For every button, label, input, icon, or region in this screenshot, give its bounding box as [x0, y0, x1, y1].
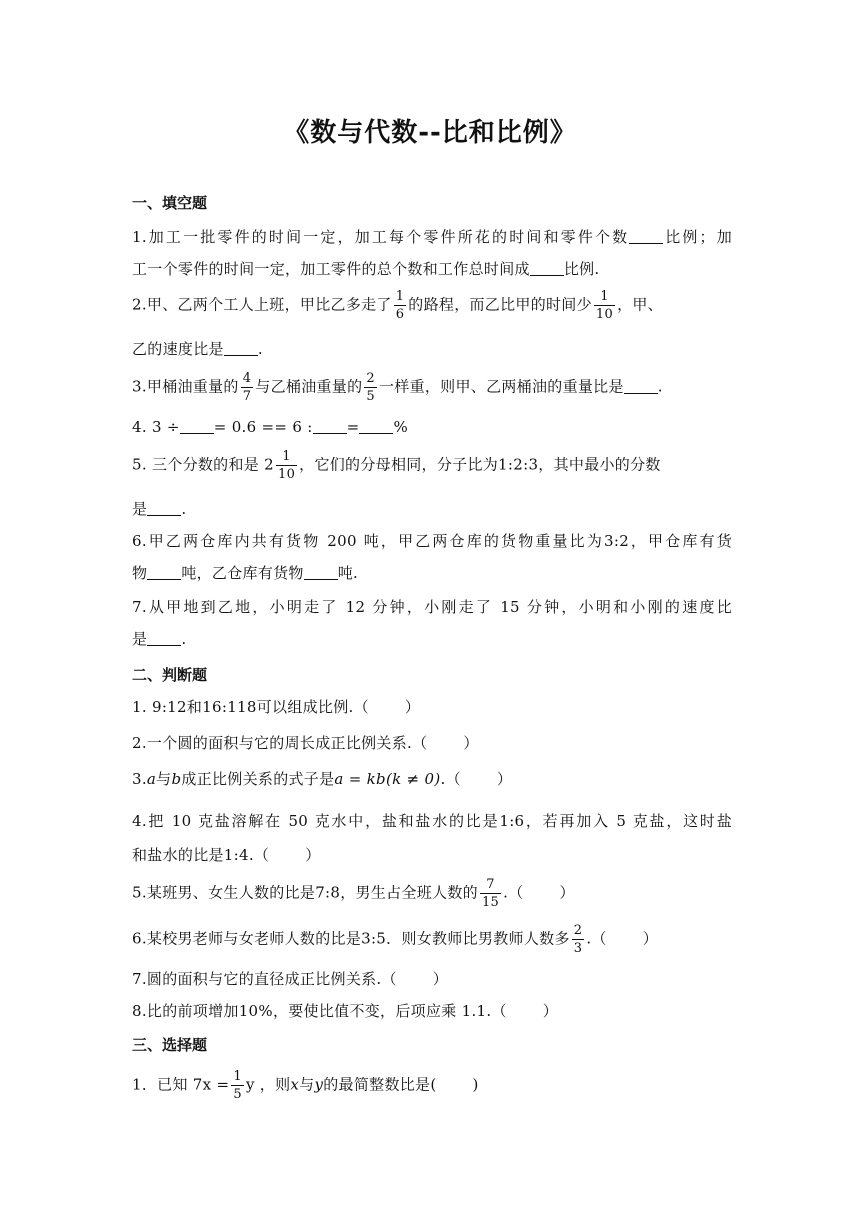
choice-q1: 1．已知 7x = $\frac{1}{5}$ y ，则x与y的最简整数比是( ) — [132, 1069, 479, 1102]
answer-blank[interactable] — [359, 419, 393, 434]
fraction: $\frac{2}{3}$ — [573, 923, 583, 956]
fill-q1-line2: 工一个零件的时间一定，加工零件的总个数和工作总时间成 比例. — [132, 260, 600, 278]
fill-q5-line1: 5. 三个分数的和是 2 $\frac{1}{10}$ ，它们的分母相同，分子比为1:2:3，其中最小的分数 — [132, 449, 661, 482]
answer-blank[interactable] — [624, 379, 658, 394]
section-heading-true-false: 二、判断题 — [132, 666, 208, 684]
fraction: $\frac{1}{5}$ — [233, 1069, 242, 1102]
fill-q3: 3.甲桶油重量的 $\frac{4}{7}$ 与乙桶油重量的 $\frac{2}{5}$ 一样重，则甲、乙两桶油的重量比是 . — [132, 371, 663, 404]
judge-q7: 7.圆的面积与它的直径成正比例关系.（ ） — [132, 970, 449, 988]
fraction: $\frac{4}{7}$ — [242, 371, 252, 404]
answer-blank[interactable] — [180, 419, 214, 434]
fraction: $\frac{1}{6}$ — [395, 289, 405, 322]
fill-q6-line1: 6.甲乙两仓库内共有货物 200 吨，甲乙两仓库的货物重量比为3:2，甲仓库有货 — [132, 532, 732, 550]
judge-q8: 8.比的前项增加10%，要使比值不变，后项应乘 1.1.（ ） — [132, 1002, 559, 1020]
fill-q7-line1: 7.从甲地到乙地，小明走了 12 分钟，小刚走了 15 分钟，小明和小刚的速度比 — [132, 598, 732, 616]
fill-q5-line2: 是 . — [132, 500, 187, 518]
fraction: $\frac{1}{10}$ — [278, 449, 296, 482]
judge-q1: 1. 9:12和16:118可以组成比例.（ ） — [132, 698, 421, 716]
judge-q6: 6.某校男老师与女老师人数的比是3:5．则女教师比男教师人数多 $\frac{2}{3}$ .（ ） — [132, 923, 659, 956]
answer-blank[interactable] — [224, 341, 258, 356]
answer-blank[interactable] — [313, 419, 347, 434]
answer-blank[interactable] — [530, 261, 564, 276]
fraction: $\frac{2}{5}$ — [366, 371, 375, 404]
fraction: $\frac{1}{10}$ — [595, 289, 614, 322]
page-title: 《数与代数--比和比例》 — [283, 118, 577, 148]
answer-blank[interactable] — [147, 631, 181, 646]
judge-q5: 5.某班男、女生人数的比是7:8，男生占全班人数的 $\frac{7}{15}$ .（ ） — [132, 877, 575, 910]
answer-blank[interactable] — [304, 565, 338, 580]
answer-blank[interactable] — [147, 565, 181, 580]
answer-blank[interactable] — [629, 229, 663, 244]
section-heading-multiple-choice: 三、选择题 — [132, 1036, 208, 1054]
judge-q3: 3.a与b成正比例关系的式子是a = kb(k ≠ 0).（ ） — [132, 770, 513, 788]
fill-q2-line1: 2.甲、乙两个工人上班，甲比乙多走了 $\frac{1}{6}$ 的路程，而乙比甲的时间少 $\frac{1}{10}$ ，甲、 — [132, 289, 663, 322]
answer-blank[interactable] — [147, 501, 181, 516]
fill-q2-line2: 乙的速度比是 . — [132, 340, 263, 358]
fill-q1-line1: 1.加工一批零件的时间一定，加工每个零件所花的时间和零件个数 比例；加 — [132, 228, 732, 246]
judge-q4-line1: 4.把 10 克盐溶解在 50 克水中，盐和盐水的比是1:6，若再加入 5 克盐，这时盐 — [132, 812, 732, 830]
judge-q4-line2: 和盐水的比是1:4.（ ） — [132, 846, 321, 864]
section-heading-fill-in: 一、填空题 — [132, 194, 208, 212]
judge-q2: 2.一个圆的面积与它的周长成正比例关系.（ ） — [132, 734, 479, 752]
fill-q7-line2: 是 . — [132, 630, 187, 648]
fill-q4: 4. 3 ÷ = 0.6 == 6 : = % — [132, 418, 409, 436]
fill-q6-line2: 物 吨，乙仓库有货物 吨. — [132, 564, 359, 582]
fraction: $\frac{7}{15}$ — [481, 877, 500, 910]
